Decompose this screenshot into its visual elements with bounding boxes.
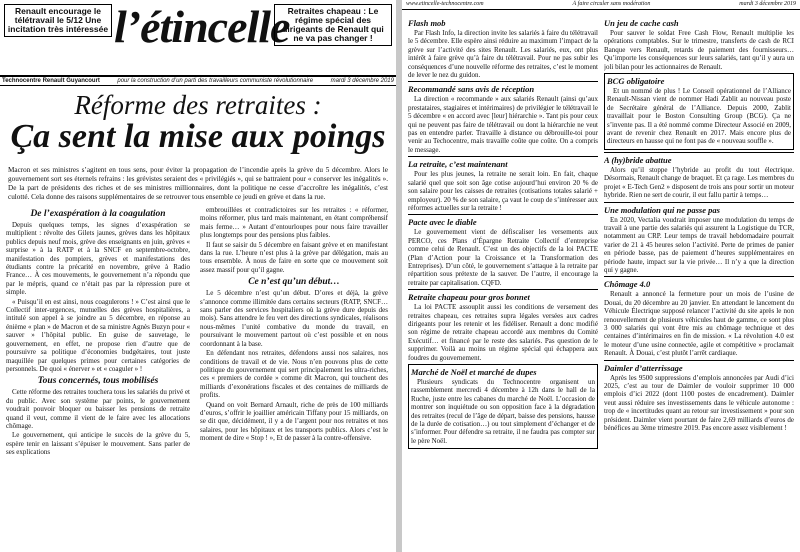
right-date: mardi 3 décembre 2019 <box>739 1 796 7</box>
article-heading: A (hy)bride abattue <box>604 152 794 165</box>
article-text: En 2020, Vectalia voudrait imposer une modulation du temps de travail à une partie des salariés qui assurent la Logistique du TCR, notamment au CRP. Leur temps de travail hebdomadaire pourrait varier de 21 à 45 heures selon l’activité. Perte de primes de panier en période basse, pas de paiement d’heures supplémentaires en période haute, impact sur la vie privée… Il n’y a que la direction qui y gagne. <box>604 215 794 274</box>
col1-paragraph: Depuis quelques temps, les signes d’exaspération se multiplient : révolte des Gilets jaunes, grèves dans les hôpitaux publics depuis neuf mois, grève des enseignants en juin, grèves « surprise » à la RATP et à la SNCF en septembre-octobre, manifestation des pompiers, grèves et manifestations des étudiants contre la précarité en novembre, grève à Radio France… À ces mouvements, le gouvernement n’a répondu que par le mépris, quand ce n’était pas par la répression pure et simple. <box>6 221 190 297</box>
article-text: Renault a annoncé la fermeture pour un mois de l’usine de Douai, du 20 décembre au 20 janvier. En attendant le lancement du Véhicule Électrique supposé relancer l’activité du site après le non renouvellement de plusieurs véhicules haut de gamme, ce sont plus 3 000 salariés qui vont être mis au chômage technique et des centaines d’intérimaires en fin de mission. « La révolution 4.0 est le moteur d’une usine connectée, agile et compétitive » proclamait Renault. À Douai, c’est plutôt l’arrêt cardiaque. <box>604 290 794 358</box>
article-heading: Une modulation qui ne passe pas <box>604 202 794 215</box>
left-column-1 <box>6 206 190 552</box>
col1-paragraph: « Puisqu’il en est ainsi, nous coagulerons ! » C’est ainsi que le Collectif inter-urgences, mutuelles des grèves hospitalières, a intitulé son appel à se joindre au 5 décembre, en réponse au énième « plan » de Macron et de sa ministre Agnès Buzyn pour « sauver » l’hôpital public. En guise de sauvetage, le gouvernement, en effet, ne propose rien d’autre que de poursuivre sa politique d’économies budgétaires, tout juste maquillée par quelques primes pour certaines catégories de personnels. De quoi « énerver » et « coaguler » ! <box>6 297 190 373</box>
intro: Macron et ses ministres s’agitent en tous sens, pour éviter la propagation de l’incendie après la grève du 5 décembre. Alors le gouvernement sort ses éternels refrains : les grévistes seraient des « privilégiés », qui se battraient pour « conserver les inégalités ». De la part de présidents des riches et de ses ministres millionnaires, dont la politique ne cesse d’accroître les inégalités, c’est culotté. Cela donne des raisons supplémentaires de se retrouver tous ensemble ce jeudi en grève et dans la rue. <box>8 166 388 201</box>
article-text: La direction « recommande » aux salariés Renault (ainsi qu’aux prestataires, stagiaires et intérimaires) de privilégier le télétravail le 5 décembre « en accord avec [leur] hiérarchie ». Tant pis pour ceux qui ne peuvent pas faire de télétravail ou dont la hiérarchie ne veut pas en entendre parler. Travaille à distance ou débrouille-toi pour venir au Techocentre, mais travaille coûte que coûte. On a compris le message. <box>408 95 598 154</box>
tagline-right: mardi 3 décembre 2019 <box>330 78 394 84</box>
circulate-note: À faire circuler sans modération <box>572 1 651 7</box>
col2-paragraph: En défendant nos retraites, défendons aussi nos salaires, nos conditions de travail et de vie. Nous n’en pouvons plus de cette politique du gouvernement qui sert principalement les ultra-riches, ces « premiers de cordée » comme dit Macron, qui touchent des milliards d’exonérations fiscales et des centaines de milliards de profits. <box>200 349 388 400</box>
article-heading: Recommandé sans avis de réception <box>408 81 598 94</box>
tagline <box>0 75 396 86</box>
sidebar-right-text: Retraites chapeau : Le régime spécial des dirigeants de Renault qui ne va pas changer ! <box>282 6 384 43</box>
col2-paragraph: Quand on voit Bernard Arnault, riche de près de 100 milliards d’euros, s’offrir le joaillier américain Tiffany pour 15 milliards, on se dit que, décidément, il y a de l’argent pour nos retraites et nos salaires, pour les hôpitaux et les transports publics. Alors c’est le moment de dire « Stop ! », Et de passer à la contre-offensive. <box>200 400 388 443</box>
title-line2: Ça sent la mise aux poings <box>10 118 386 155</box>
logo: l’étincelle <box>114 1 290 52</box>
article-heading: Retraite chapeau pour gros bonnet <box>408 289 598 302</box>
article-text: Et un nommé de plus ! Le Conseil opérationnel de l’Alliance Renault-Nissan vient de nommer Hadi Zablit au nouveau poste de Secrétaire général de l’Alliance. Depuis 2000, Zablit travaillait pour le Boston Consulting Group (BCG). Ça ne s’invente pas. Il a été nommé comme Directeur Associé en 2009, avant de revenir chez Renault en 2017. Mais encore plus de directeurs en hausse qui ne font pas de « nouveau souffle ». <box>607 87 791 146</box>
article-heading: Chômage 4.0 <box>604 276 794 289</box>
col1-paragraph: Le gouvernement, qui anticipe le succès de la grève du 5, espère tenir en laissant s’épuiser le mouvement. Sans parler de ses explications <box>6 431 190 457</box>
col2-heading-1: Ce n’est qu’un début… <box>248 277 340 288</box>
article-text: Alors qu’il stoppe l’hybride au profit du tout électrique. Désormais, Renault change de braquet. Et ça rage. Les membres du projet « E-Tech Gen2 » disposent de trois ans pour sortir un moteur hybride. Rien ne sert de courir, il eut fallu partir à temps… <box>604 165 794 200</box>
col1-heading-1: De l’exaspération à la coagulation <box>30 209 166 219</box>
article-text: Après les 9500 suppressions d’emplois annoncées par Audi d’ici 2025, c’est au tour de Daimler de vouloir supprimer 10 000 emplois d’ici 2022 (dont 1100 postes de encadrement). Daimler veut aussi réduire ses investissements dans le véhicule autonome : trop de « incertitudes quant au retour sur investissement » pour son président. Daimler vient pourtant de faire 2,69 milliards d’euros de bénéfices au 3ème trimestre 2019. Pas encore assez visiblement ! <box>604 373 794 433</box>
col2-paragraph: Le 5 décembre n’est qu’un début. D’ores et déjà, la grève s’annonce comme illimitée dans certains secteurs (RATP, SNCF… sans parler des services hospitaliers où la grève dure depuis des mois). Sans attendre le feu vert des directions syndicales, réalisons nous-mêmes l’unité combative du monde du travail, en poursuivant le mouvement partout où c’est possible et en nous coordonnant à la base. <box>200 289 388 348</box>
boxed-article <box>408 364 598 449</box>
article-text: Pour sauver le soldat Free Cash Flow, Renault multiplie les opérations comptables. Sur le trimestre, transferts de cash de RCI Banque vers Renault, retards de paiement des fournisseurs… Qu’importe les conséquences sur leurs salariés, tant qu’il y aura un joli bilan pour les actionnaires de Renault. <box>604 29 794 71</box>
sidebar-left-text: Renault encourage le télétravail le 5/12 Une incitation très intéressée <box>7 6 109 34</box>
article-heading: Un jeu de cache cash <box>604 18 679 28</box>
article-heading: Flash mob <box>408 18 446 28</box>
article-text: Pour les plus jeunes, la retraite ne serait loin. En fait, chaque salarié quel que soit son âge cotise aujourd’hui environ 20 % de son salaire pour les caisses de retraites (cotisations totales salarié + employeur). 20 % de son salaire, ça vaut le coup de s’intéresser aux réformes actuelles sur la retraite ! <box>408 170 598 212</box>
article-text: La loi PACTE assouplit aussi les conditions de versement des retraites chapeau, ces retraites supra légales versées aux cadres dirigeants pour les retenir et les fidéliser. Renault a donc modifié son régime de retraite chapeau accordé aux membres du Comité Exécutif… et financé par le reste des salariés. Pas question de le supprimer. Voilà au moins un régime spécial qui échappera aux foudres du gouvernement. <box>408 303 598 362</box>
title-line1: Réforme des retraites : <box>74 90 322 120</box>
tagline-left: Technocentre Renault Guyancourt <box>2 78 100 84</box>
col2-paragraph: embrouillées et contradictoires sur les retraites : « réformer, moins réformer, plus tard mais maintenant, en étant compréhensif mais ferme… » Autant d’entourloupes pour nous faire travailler plus longtemps pour des pensions plus faibles. <box>200 206 388 240</box>
boxed-article <box>604 73 794 150</box>
col2-paragraph: Il faut se saisir du 5 décembre en faisant grève et en manifestant dans la rue. L’heure n’est plus à la grève par délégation, mais au tous ensemble. À nous de faire en sorte que ce mouvement soit assez massif pour qu’il gagne. <box>200 240 388 274</box>
right-top-bar <box>402 0 800 10</box>
right-page <box>402 0 800 552</box>
article-heading: Daimler d’atterrissage <box>604 360 794 373</box>
tagline-mid: pour la construction d’un parti des travailleurs communiste révolutionnaire <box>117 78 314 84</box>
col1-paragraph: Cette réforme des retraites touchera tous les salariés du privé et du public. Avec son système par points, le gouvernement voudrait pouvoir bloquer ou baisser les pensions de retraite quand il veut, comme il vient de le faire avec les allocations chômage. <box>6 388 190 430</box>
right-column-2 <box>604 14 794 552</box>
sidebar-left-box <box>4 4 112 37</box>
article-text: Le gouvernement vient de défiscaliser les versements aux PERCO, ces Plans d’Épargne Retraite Collectif d’entreprise comme celui de Renault. C’est un des objectifs de la loi PACTE (Plan d’Action pour la Croissance et la Transformation des Entreprises). D’un côté, le gouvernement s’attaque à la retraite par répartition sous prétexte de la sauver. De l’autre, il encourage la retraite par capitalisation. CQFD. <box>408 228 598 287</box>
article-text: Plusieurs syndicats du Technocentre organisent un rassemblement mercredi 4 décembre à 12h dans le hall de la Ruche, juste entre les cabanes du marché de Noël. L’occasion de montrer son inquiétude ou son opposition face à la dégradation des retraites (recul de l’âge de départ, baisse des pensions, hausse de la durée de cotisation…) ou tout simplement d’échanger et de s’informer. Pour défendre sa retraite, il ne faudra pas compter sur le père Noël. <box>411 378 595 445</box>
article-heading: BCG obligatoire <box>607 76 665 87</box>
article-heading: Pacte avec le diable <box>408 214 598 227</box>
right-column-1 <box>408 14 598 552</box>
sidebar-right-box <box>274 4 392 46</box>
article-text: Par Flash Info, la direction invite les salariés à faire du télétravail le 5 décembre. Elle espère ainsi réduire au maximum l’impact de la grève sur l’activité des sites Renault. Les salariés, eux, ont plus intérêt à faire grève qu’à faire du télétravail. Pour ne pas subir les conséquences d’une nouvelle réforme des retraites, c’est le moment de lever le nez du guidon. <box>408 29 598 80</box>
website-url: www.etincelle-technocentre.com <box>406 1 484 7</box>
article-heading: La retraite, c’est maintenant <box>408 156 598 169</box>
left-page <box>0 0 396 552</box>
left-column-2 <box>200 206 388 552</box>
article-heading: Marché de Noël et marché de dupes <box>411 367 537 377</box>
col1-heading-2: Tous concernés, tous mobilisés <box>37 376 159 387</box>
